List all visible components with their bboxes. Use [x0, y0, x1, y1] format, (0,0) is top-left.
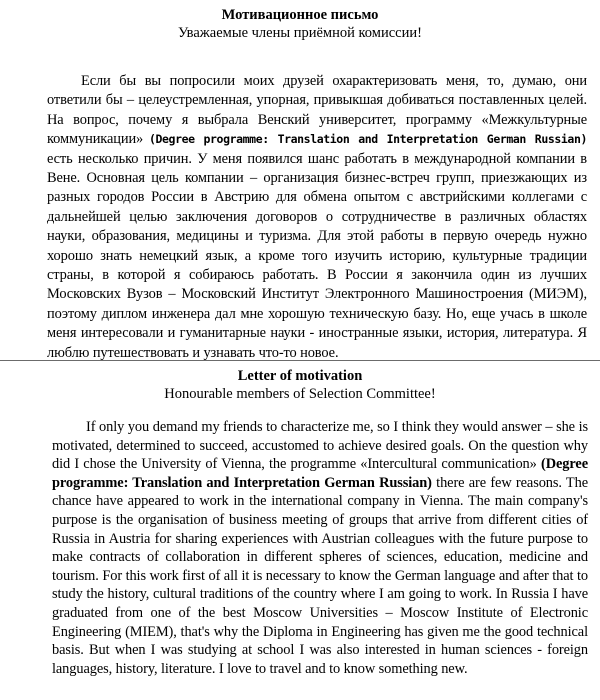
english-letter-section [0, 367, 600, 700]
section-divider [0, 360, 600, 361]
russian-body-text-end: есть несколько причин. У меня появился шанс работать в международной компании в Вене. Основная цель компании – организация бизнес-встреч групп, приезжающих из разных городов России в Австрию для обмена опытом с австрийскими коллегами с дальнейшей целью заключения договоров о сотрудничестве в различных областях науки, образования, медицины и туризма. Для этой работы в первую очередь нужно хорошо знать немецкий язык, а кроме того изучить историю, культурные традиции страны, в которой я собираюсь работать. В России я закончила один из лучших Московских Вузов – Московский Институт Электронного Машиностроения (МИЭМ), поэтому диплом инженера дал мне хорошую техническую базу. Но, еще учась в школе меня интересовали и гуманитарные науки - иностранные языки, история, литература. Я люблю путешествовать и узнавать что-то новое. [47, 150, 587, 361]
english-body-text-start: If only you demand my friends to characterize me, so I think they would answer – she is motivated, determined to succeed, accustomed to achieve desired goals. On the question why did I chose the University of Vienna, the programme «Intercultural communication» [52, 419, 588, 473]
english-body-text-end: there are few reasons. The chance have appeared to work in the international company in Vienna. The main company's purpose is the organisation of business meeting of groups that arrive from different cities of Russia in Austria for sharing experiences with Austrian colleagues with the future purpose to make contracts of collaboration in different spheres of sciences, education, medicine and tourism. For this work first of all it is necessary to know the German language and after that to study the history, cultural traditions of the country where I am going to work. In Russia I have graduated from one of the best Moscow Universities – Moscow Institute of Electronic Engineering (MIEM), that's why the Diploma in Engineering has given me the good technical basis. But when I was studying at school I was also interested in human sciences - foreign languages, history, literature. I love to travel and to know something new. [52, 474, 589, 677]
russian-letter-body [0, 72, 600, 363]
russian-letter-title: Мотивационное письмо [221, 7, 379, 23]
english-letter-title: Letter of motivation [237, 368, 363, 384]
russian-letter-section [0, 6, 600, 361]
russian-letter-greeting: Уважаемые члены приёмной комиссии! [178, 25, 422, 41]
russian-body-text-start: Если бы вы попросили моих друзей охарактеризовать меня, то, думаю, они ответили бы – целеустремленная, упорная, привыкшая добиваться поставленных целей. На вопрос, почему я выбрала Венский университет, программу «Межкультурные коммуникации» [47, 73, 587, 148]
russian-program-name: (Degree programme: Translation and Interpretation German Russian) [148, 132, 587, 147]
english-program-name: (Degree programme: Translation and Interpretation German Russian) [52, 456, 588, 491]
english-letter-greeting: Honourable members of Selection Committee! [164, 386, 436, 402]
english-letter-body [0, 418, 600, 678]
